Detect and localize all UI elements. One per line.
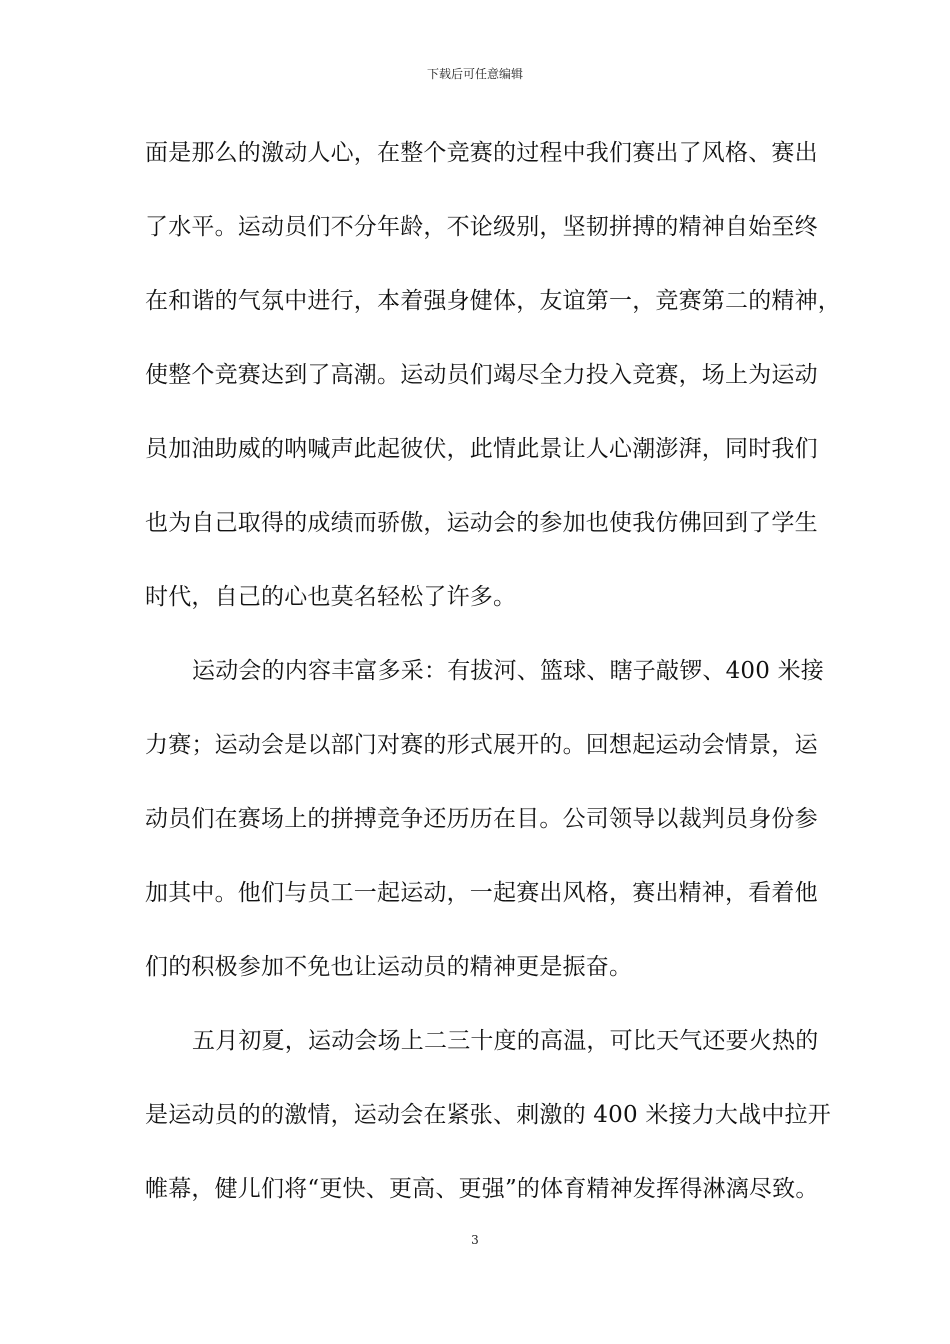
paragraph-line: 了水平。运动员们不分年龄，不论级别，坚韧拼搏的精神自始至终 — [145, 214, 818, 240]
paragraph-line: 们的积极参加不免也让运动员的精神更是振奋。 — [145, 954, 633, 980]
page-header: 下载后可任意编辑 — [426, 67, 523, 81]
paragraph-line: 面是那么的激动人心，在整个竞赛的过程中我们赛出了风格、赛出 — [145, 140, 818, 166]
paragraph-3 — [145, 1015, 831, 1237]
page-number: 3 — [471, 1233, 479, 1247]
paragraph-line: 使整个竞赛达到了高潮。运动员们竭尽全力投入竞赛，场上为运动 — [145, 362, 818, 388]
paragraph-line: 员加油助威的呐喊声此起彼伏，此情此景让人心潮澎湃，同时我们 — [145, 436, 818, 462]
paragraph-2 — [145, 645, 825, 1015]
paragraph-line: 运动会的内容丰富多采：有拔河、篮球、瞎子敲锣、400 米接 — [192, 658, 825, 684]
paragraph-1 — [145, 127, 841, 645]
document-body — [145, 127, 841, 1237]
paragraph-line: 力赛；运动会是以部门对赛的形式展开的。回想起运动会情景，运 — [145, 732, 818, 758]
paragraph-line: 动员们在赛场上的拼搏竞争还历历在目。公司领导以裁判员身份参 — [145, 806, 818, 832]
paragraph-line: 也为自己取得的成绩而骄傲，运动会的参加也使我仿佛回到了学生 — [145, 510, 818, 536]
paragraph-line: 时代，自己的心也莫名轻松了许多。 — [145, 584, 517, 610]
paragraph-line: 加其中。他们与员工一起运动，一起赛出风格，赛出精神，看着他 — [145, 880, 818, 906]
paragraph-line: 是运动员的的激情，运动会在紧张、刺激的 400 米接力大战中拉开 — [145, 1102, 831, 1128]
paragraph-line: 五月初夏，运动会场上二三十度的高温，可比天气还要火热的 — [192, 1028, 819, 1054]
paragraph-line: 在和谐的气氛中进行，本着强身健体，友谊第一，竞赛第二的精神， — [145, 288, 841, 314]
paragraph-line: 帷幕，健儿们将“更快、更高、更强”的体育精神发挥得淋漓尽致。 — [145, 1176, 819, 1202]
